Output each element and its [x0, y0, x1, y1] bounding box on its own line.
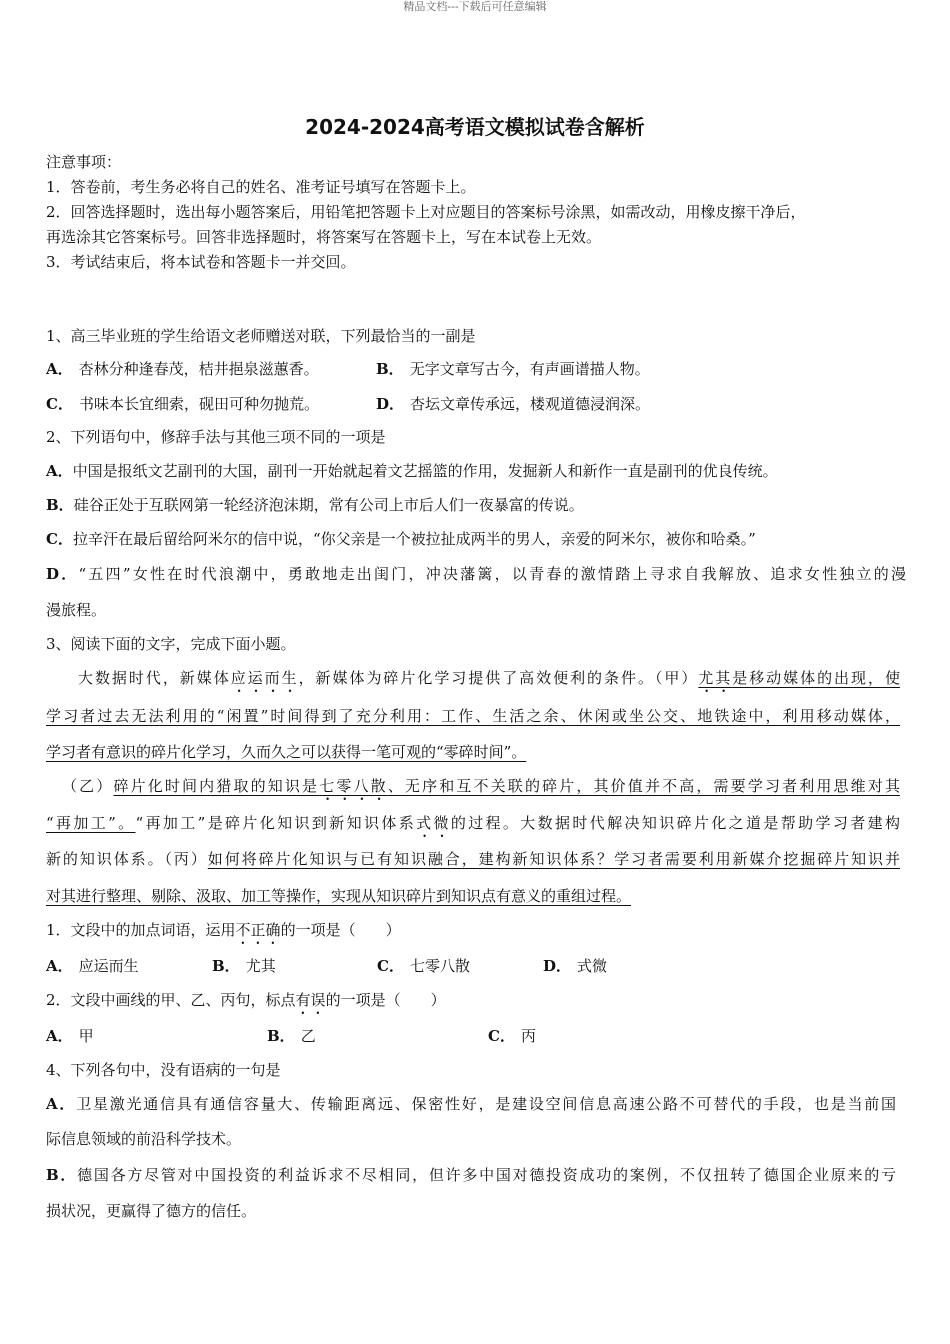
- q3-sub2-stem: [46, 990, 906, 1018]
- option-text: 七零八散: [409, 957, 470, 975]
- document-title: 2024-2024高考语文模拟试卷含解析: [305, 115, 645, 139]
- stem-text: 2．文段中画线的甲、乙、丙句，标点: [46, 991, 296, 1009]
- q2-option-a: [46, 461, 906, 481]
- option-letter: D．: [543, 957, 572, 975]
- q3-sub2-option-c: [488, 1026, 536, 1046]
- underlined-sentence-jia-end: 学习者有意识的碎片化学习，久而久之可以获得一笔可观的“零碎时间”。: [46, 743, 527, 761]
- option-text: 卫星激光通信具有通信容量大、传输距离远、保密性好，是建设空间信息高速公路不可替代的手段，也是当前国: [76, 1095, 897, 1113]
- q2-option-d: [46, 564, 906, 584]
- option-text: 杏坛文章传承远，楼观道德浸润深。: [410, 395, 651, 413]
- option-letter: B．: [267, 1027, 295, 1045]
- option-letter: D．: [376, 395, 405, 413]
- passage-line-2: 学习者过去无法利用的“闲置”时间得到了充分利用：工作、生活之余、休闲或坐公交、地铁途中，利用移动媒体，: [46, 707, 900, 725]
- q3-stem: 3、阅读下面的文字，完成下面小题。: [46, 635, 296, 653]
- passage-text: ，新媒体为碎片化学习提供了高效便利的条件。（甲）: [298, 669, 699, 687]
- option-text: 杏林分种逢春茂，桔井挹泉滋蕙香。: [78, 360, 319, 378]
- notice-heading: 注意事项：: [46, 153, 122, 171]
- underlined-sentence-jia: 是移动媒体的出现，使: [732, 669, 900, 687]
- q1-option-c: [46, 394, 319, 414]
- option-letter: C．: [46, 530, 73, 548]
- notice-item-2-cont: 再选涂其它答案标号。回答非选择题时，将答案写在答题卡上，写在本试卷上无效。: [46, 228, 602, 246]
- option-text: “五四”女性在时代浪潮中，勇敢地走出闺门，冲决藩篱，以青春的激情踏上寻求自我解放、追求女性独立的漫: [78, 565, 907, 583]
- dotted-word: 式微: [416, 814, 451, 832]
- option-letter: B．: [376, 360, 404, 378]
- passage-line-3: [46, 742, 906, 762]
- stem-text: 的一项是（ ）: [325, 991, 446, 1009]
- passage-text: 新的知识体系。（丙）: [46, 850, 208, 868]
- option-letter: A．: [46, 1027, 73, 1045]
- option-letter: A．: [46, 957, 73, 975]
- dotted-word: 有误: [295, 991, 326, 1009]
- dotted-word: 应运而生: [230, 669, 299, 687]
- dotted-word: 尤其: [698, 669, 733, 687]
- option-letter: C．: [46, 395, 73, 413]
- q4-stem: 4、下列各句中，没有语病的一句是: [46, 1061, 281, 1079]
- option-text: 书味本长宜细索，砚田可种勿抛荒。: [78, 395, 319, 413]
- option-text: 中国是报纸文艺副刊的大国，副刊一开始就起着文艺摇篮的作用，发掘新人和新作一直是副刊的优良传统。: [72, 462, 778, 480]
- option-letter: B．: [46, 1166, 78, 1184]
- passage-line-1: [78, 668, 900, 696]
- q2-option-b: [46, 495, 906, 515]
- q1-option-b: [376, 359, 650, 379]
- stem-text: 的一项是（ ）: [280, 921, 401, 939]
- option-text: 应运而生: [78, 957, 139, 975]
- q2-option-c: [46, 529, 906, 549]
- underlined-sentence-bing-end: 对其进行整理、剔除、汲取、加工等操作，实现从知识碎片到知识点有意义的重组过程。: [46, 887, 632, 905]
- q1-option-d: [376, 394, 650, 414]
- option-letter: A．: [46, 1095, 77, 1113]
- notice-item-2: 2．回答选择题时，选出每小题答案后，用铅笔把答题卡上对应题目的答案标号涂黑，如需改动，用橡皮擦干净后，: [46, 203, 806, 221]
- passage-text: 大数据时代，新媒体: [78, 669, 231, 687]
- passage-line-7: [46, 886, 906, 906]
- q3-sub2-option-b: [267, 1026, 316, 1046]
- page-header: 精品文档---下载后可任意编辑: [403, 0, 547, 13]
- notice-item-3: 3．考试结束后，将本试卷和答题卡一并交回。: [46, 253, 356, 271]
- q1-option-a: [46, 359, 319, 379]
- q4-option-b-cont: 损状况，更赢得了德方的信任。: [46, 1202, 257, 1220]
- q3-sub1-option-d: [543, 956, 607, 976]
- q4-option-b: [46, 1165, 896, 1185]
- underlined-sentence-yi-end: “再加工”。: [46, 814, 136, 832]
- option-letter: D．: [46, 565, 79, 583]
- passage-line-6: [46, 849, 900, 869]
- underlined-sentence-yi: 碎片化时间内猎取的知识是: [113, 777, 320, 795]
- dotted-word: 不正确: [235, 921, 281, 939]
- q1-stem: 1、高三毕业班的学生给语文老师赠送对联，下列最恰当的一副是: [46, 327, 476, 345]
- option-letter: B．: [46, 496, 74, 514]
- passage-text: “再加工”是碎片化知识到新知识体系: [135, 814, 417, 832]
- dotted-word: 七零八散: [319, 777, 388, 795]
- option-letter: B．: [212, 957, 240, 975]
- q2-option-d-cont: 漫旅程。: [46, 601, 107, 619]
- passage-line-4: [62, 776, 900, 804]
- q3-sub1-option-c: [377, 956, 470, 976]
- option-text: 尤其: [245, 957, 276, 975]
- option-text: 无字文章写古今，有声画谱描人物。: [409, 360, 650, 378]
- option-text: 甲: [78, 1027, 94, 1045]
- q3-sub1-option-b: [212, 956, 276, 976]
- option-text: 硅谷正处于互联网第一轮经济泡沫期，常有公司上市后人们一夜暴富的传说。: [73, 496, 584, 514]
- underlined-sentence-bing: 如何将碎片化知识与已有知识融合，建构新知识体系？学习者需要利用新媒介挖掘碎片知识并: [207, 850, 900, 868]
- q4-option-a: [46, 1094, 896, 1114]
- passage-text: 的过程。大数据时代解决知识碎片化之道是帮助学习者建构: [450, 814, 900, 832]
- underlined-sentence-yi: 、无序和互不关联的碎片，其价值并不高，需要学习者利用思维对其: [387, 777, 900, 795]
- option-text: 拉辛汗在最后留给阿米尔的信中说，“你父亲是一个被拉扯成两半的男人，亲爱的阿米尔，被你和哈桑。”: [72, 530, 756, 548]
- q3-sub2-option-a: [46, 1026, 94, 1046]
- option-text: 德国各方尽管对中国投资的利益诉求不尽相同，但许多中国对德投资成功的案例，不仅扭转了德国企业原来的亏: [77, 1166, 896, 1184]
- q3-sub1-stem: [46, 920, 906, 948]
- q3-sub1-option-a: [46, 956, 139, 976]
- passage-text: （乙）: [62, 777, 114, 795]
- q2-stem: 2、下列语句中，修辞手法与其他三项不同的一项是: [46, 428, 386, 446]
- option-letter: C．: [488, 1027, 515, 1045]
- option-text: 式微: [577, 957, 608, 975]
- passage-line-5: [46, 813, 900, 841]
- option-text: 乙: [300, 1027, 316, 1045]
- notice-item-1: 1．答卷前，考生务必将自己的姓名、准考证号填写在答题卡上。: [46, 178, 476, 196]
- option-text: 丙: [520, 1027, 536, 1045]
- q4-option-a-cont: 际信息领域的前沿科学技术。: [46, 1130, 242, 1148]
- stem-text: 1．文段中的加点词语，运用: [46, 921, 236, 939]
- option-letter: A．: [46, 360, 73, 378]
- option-letter: C．: [377, 957, 404, 975]
- option-letter: A．: [46, 462, 73, 480]
